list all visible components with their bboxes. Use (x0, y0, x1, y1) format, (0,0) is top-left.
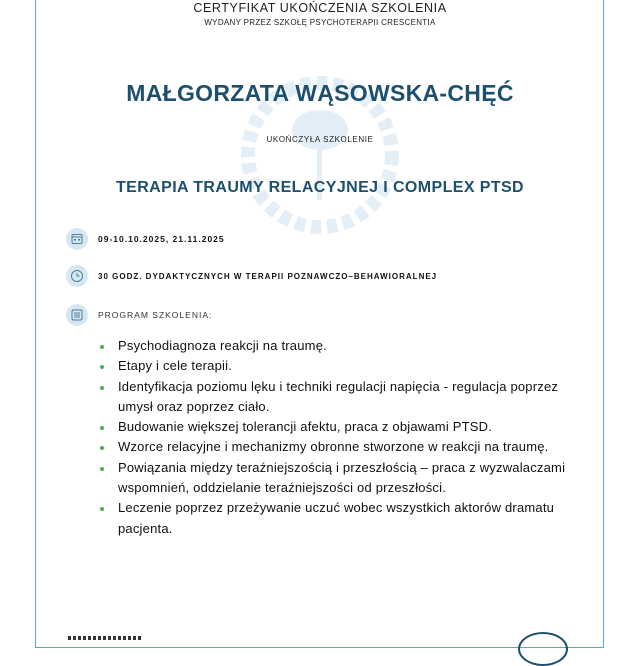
dates-row (66, 228, 225, 250)
list-item: Budowanie większej tolerancji afektu, praca z objawami PTSD. (100, 417, 570, 437)
list-item: Identyfikacja poziomu lęku i techniki regulacji napięcia - regulacja poprzez umysł oraz poprzez ciało. (100, 377, 570, 418)
signature-caption-cutoff (68, 636, 142, 640)
list-item: Etapy i cele terapii. (100, 356, 570, 376)
program-label: PROGRAM SZKOLENIA: (98, 310, 213, 320)
list-item: Leczenie poprzez przeżywanie uczuć wobec wszystkich aktorów dramatu pacjenta. (100, 498, 570, 539)
program-list (100, 336, 570, 539)
course-title: TERAPIA TRAUMY RELACYJNEJ I COMPLEX PTSD (115, 179, 525, 196)
calendar-icon (66, 228, 88, 250)
completed-label: UKOŃCZYŁA SZKOLENIE (266, 135, 374, 144)
seal-logo (518, 632, 568, 666)
hours-row (66, 265, 437, 287)
program-row (66, 304, 212, 326)
issuer-line: WYDANY PRZEZ SZKOŁĘ PSYCHOTERAPII CRESCENTIA (204, 18, 436, 27)
list-item: Psychodiagnoza reakcji na traumę. (100, 336, 570, 356)
dates-text: 09-10.10.2025, 21.11.2025 (98, 234, 225, 244)
clock-icon (66, 265, 88, 287)
list-item: Wzorce relacyjne i mechanizmy obronne stworzone w reakcji na traumę. (100, 437, 570, 457)
list-icon (66, 304, 88, 326)
hours-text: 30 GODZ. DYDAKTYCZNYCH W TERAPII POZNAWCZO–BEHAWIORALNEJ (98, 271, 438, 281)
certificate-title: CERTYFIKAT UKOŃCZENIA SZKOLENIA (193, 1, 447, 15)
list-item: Powiązania między teraźniejszością i przeszłością – praca z wyzwalaczami wspomnień, oddzielanie teraźniejszości od przeszłości. (100, 458, 570, 499)
recipient-name: MAŁGORZATA WĄSOWSKA-CHĘĆ (126, 80, 514, 106)
